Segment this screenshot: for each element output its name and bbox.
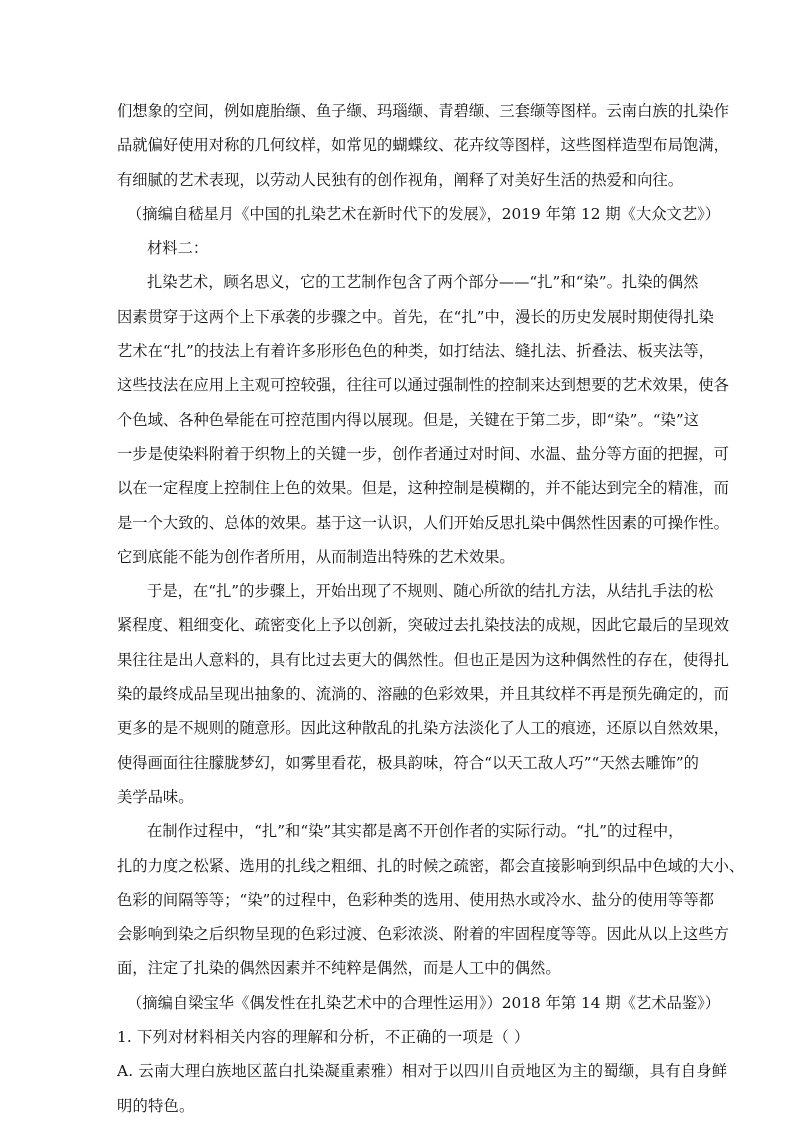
text-line: 紧程度、粗细变化、疏密变化上予以创新，突破过去扎染技法的成规，因此它最后的呈现效 — [117, 616, 729, 635]
text-line: 一步是使染料附着于织物上的关键一步，创作者通过对时间、水温、盐分等方面的把握，可 — [117, 444, 729, 463]
text-line: 会影响到染之后织物呈现的色彩过渡、色彩浓淡、附着的牢固程度等等。因此从以上这些方 — [117, 925, 729, 944]
option-a — [117, 1054, 728, 1123]
question-stem: 1. 下列对材料相关内容的理解和分析，不正确的一项是（ ） — [117, 1028, 530, 1047]
material2-paragraph-3 — [117, 814, 745, 985]
text-line: 因素贯穿于这两个上下承袭的步骤之中。首先，在“扎”中，漫长的历史发展时期使得扎染 — [117, 307, 714, 326]
document-page — [117, 94, 745, 1123]
text-line: 它到底能不能为创作者所用，从而制造出特殊的艺术效果。 — [117, 547, 515, 566]
material2-paragraph-1 — [117, 265, 729, 574]
text-line: 这些技法在应用上主观可控较强，往往可以通过强制性的控制来达到想要的艺术效果，使各 — [117, 376, 729, 395]
text-line: 扎的力度之松紧、选用的扎线之粗细、扎的时候之疏密，都会直接影响到织品中色域的大小、 — [117, 856, 745, 875]
text-line: 于是，在“扎”的步骤上，开始出现了不规则、随心所欲的结扎方法，从结扎手法的松 — [147, 582, 714, 601]
text-line: 果往往是出人意料的，具有比过去更大的偶然性。但也正是因为这种偶然性的存在，使得扎 — [117, 650, 729, 669]
source-citation-1: （摘编自嵇星月《中国的扎染艺术在新时代下的发展》，2019 年第 12 期《大众文艺》） — [127, 204, 721, 223]
text-line: 染的最终成品呈现出抽象的、流淌的、溶融的色彩效果，并且其纹样不再是预先确定的，而 — [117, 685, 729, 704]
text-line: 以在一定程度上控制住上色的效果。但是，这种控制是模糊的，并不能达到完全的精准，而 — [117, 479, 729, 498]
text-line: 是一个大致的、总体的效果。基于这一认识，人们开始反思扎染中偶然性因素的可操作性。 — [117, 513, 729, 532]
text-line: 们想象的空间，例如鹿胎缬、鱼子缬、玛瑙缬、青碧缬、三套缬等图样。云南白族的扎染作 — [117, 102, 729, 120]
material2-paragraph-2 — [117, 574, 729, 814]
material1-tail-paragraph — [117, 94, 729, 197]
text-line: 品就偏好使用对称的几何纹样，如常见的蝴蝶纹、花卉纹等图样，这些图样造型布局饱满， — [117, 136, 729, 155]
material2-heading: 材料二： — [147, 239, 209, 258]
text-line: 使得画面往往朦胧梦幻，如雾里看花，极具韵味，符合“以天工敌人巧”“天然去雕饰”的 — [117, 753, 699, 772]
text-line: 艺术在“扎”的技法上有着许多形形色色的种类，如打结法、缝扎法、折叠法、板夹法等， — [117, 342, 714, 361]
text-line: 在制作过程中，“扎”和“染”其实都是离不开创作者的实际行动。“扎”的过程中， — [147, 822, 684, 841]
option-a-line: 明的特色。 — [117, 1096, 195, 1115]
source-citation-2: （摘编自梁宝华《偶发性在扎染艺术中的合理性运用》）2018 年第 14 期《艺术品鉴》） — [127, 993, 721, 1012]
text-line: 有细腻的艺术表现，以劳动人民独有的创作视角，阐释了对美好生活的热爱和向往。 — [117, 170, 683, 189]
text-line: 面，注定了扎染的偶然因素并不纯粹是偶然，而是人工中的偶然。 — [117, 959, 561, 978]
option-a-line: A. 云南大理白族地区蓝白扎染凝重素雅）相对于以四川自贡地区为主的蜀缬，具有自身鲜 — [117, 1062, 728, 1081]
text-line: 更多的是不规则的随意形。因此这种散乱的扎染方法淡化了人工的痕迹，还原以自然效果， — [117, 719, 729, 738]
text-line: 美学品味。 — [117, 787, 194, 806]
text-line: 个色域、各种色晕能在可控范围内得以展现。但是，关键在于第二步，即“染”。“染”这 — [117, 410, 699, 429]
text-line: 扎染艺术，顾名思义，它的工艺制作包含了两个部分——“扎”和“染”。扎染的偶然 — [147, 273, 699, 292]
text-line: 色彩的间隔等等；“染”的过程中，色彩种类的选用、使用热水或冷水、盐分的使用等等都 — [117, 890, 714, 909]
